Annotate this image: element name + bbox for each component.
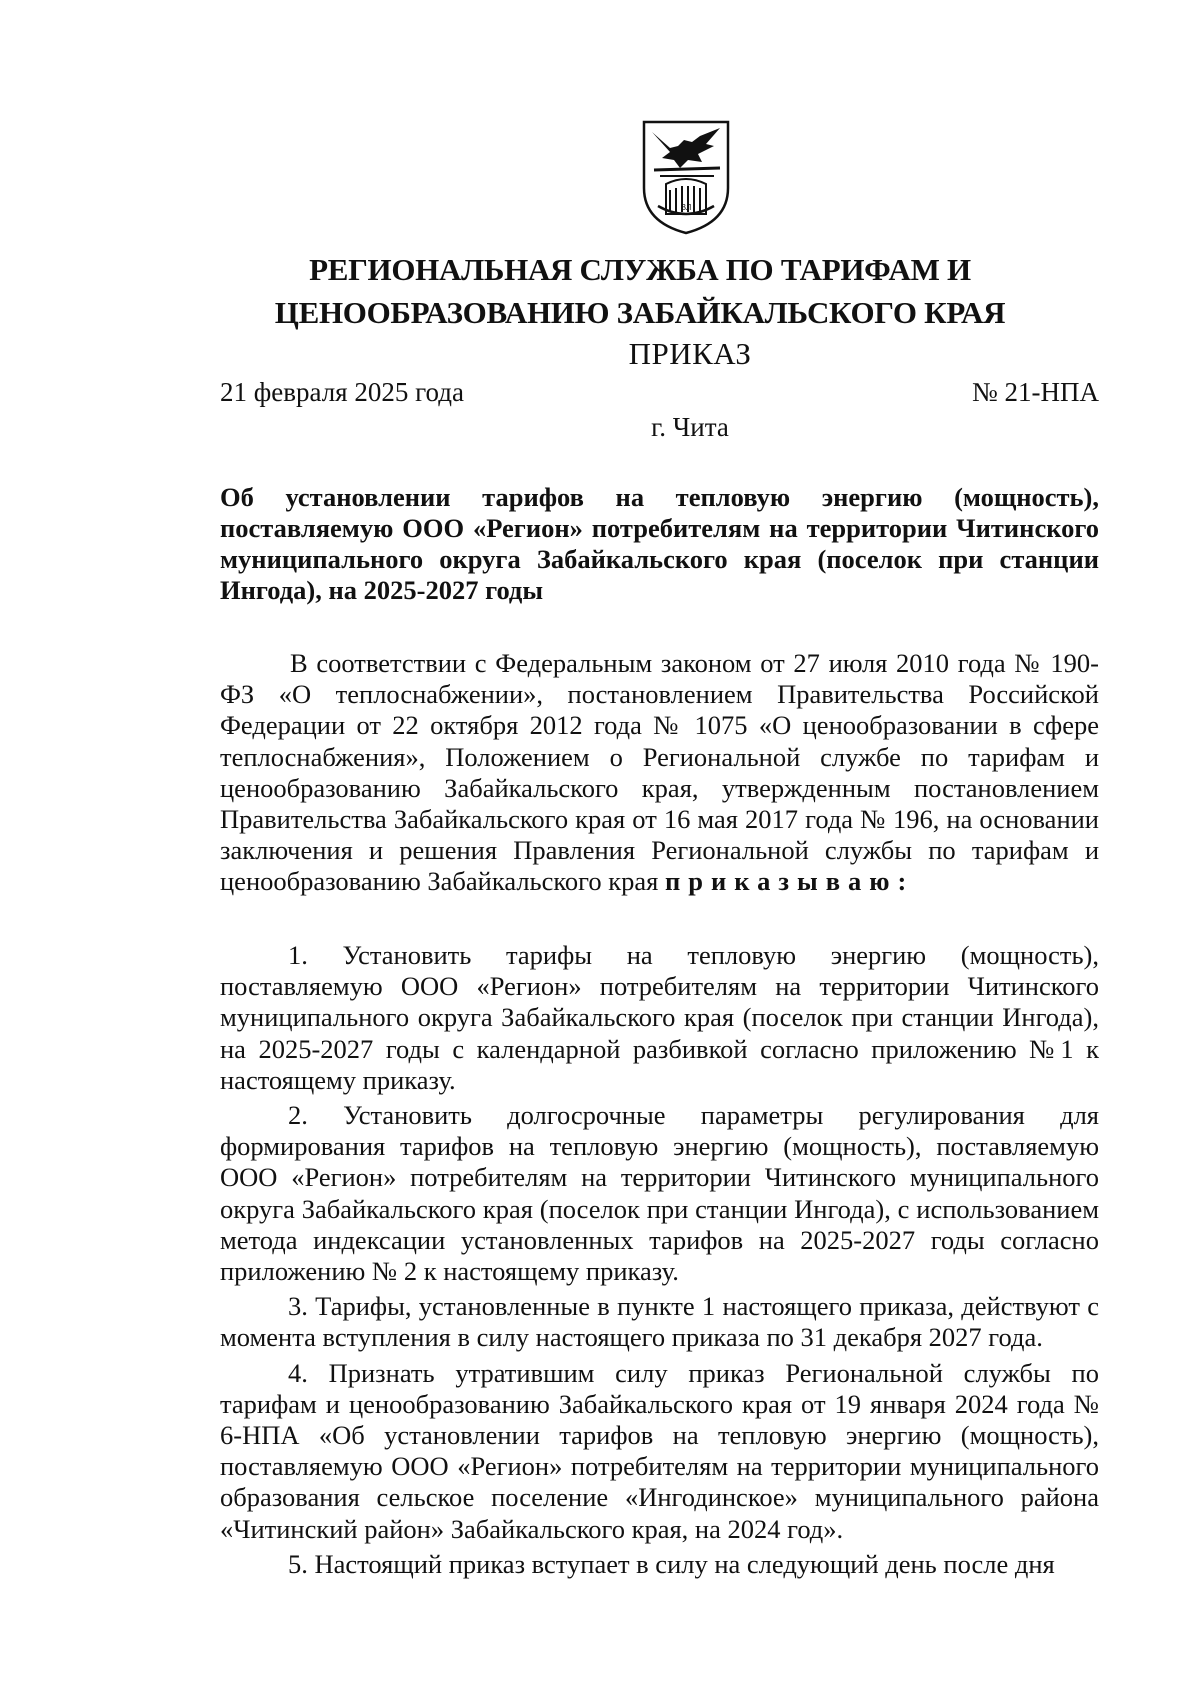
document-city: г. Чита bbox=[651, 412, 729, 442]
organization-title-line-1: РЕГИОНАЛЬНАЯ СЛУЖБА ПО ТАРИФАМ И bbox=[309, 252, 971, 287]
subject-line-1: Об установлении тарифов на тепловую энергию (мощность), bbox=[220, 482, 1099, 512]
preamble-text: В соответствии с Федеральным законом от 27 июля 2010 года № 190-ФЗ «О теплоснабжении», постановлением Правительства Российской Федерации от 22 октября 2012 года № 1075 «О ценообразовании в сфере теплоснабжения», Положением о Региональной службе по тарифам и ценообразованию Забайкальского края, утвержденным постановлением Правительства Забайкальского края от 16 мая 2017 года № 196, на основании заключения и решения Правления Региональной службы по тарифам и ценообразованию Забайкальского края bbox=[220, 648, 1099, 897]
subject-line-4: Ингода), на 2025-2027 годы bbox=[220, 575, 544, 605]
coat-of-arms-icon bbox=[640, 118, 732, 236]
order-item-1: 1. Установить тарифы на тепловую энергию (мощность), поставляемую ООО «Регион» потребителям на территории Читинского муниципального округа Забайкальского края (поселок при станции Ингода), на 2025-2027 годы с календарной разбивкой согласно приложению №1 к настоящему приказу. bbox=[220, 940, 1099, 1095]
document-number: № 21-НПА bbox=[972, 377, 1099, 407]
document-type: ПРИКАЗ bbox=[628, 336, 752, 371]
order-item-4: 4. Признать утратившим силу приказ Региональной службы по тарифам и ценообразованию Забайкальского края от 19 января 2024 года № 6-НПА «Об установлении тарифов на тепловую энергию (мощность), поставляемую ООО «Регион» потребителям на территории муниципального образования сельское поселение «Ингодинское» муниципального района «Читинский район» Забайкальского края, на 2024 год». bbox=[220, 1357, 1099, 1544]
document-date: 21 февраля 2025 года bbox=[220, 377, 464, 407]
order-item-3: 3. Тарифы, установленные в пункте 1 настоящего приказа, действуют с момента вступления в силу настоящего приказа по 31 декабря 2027 года. bbox=[220, 1291, 1099, 1353]
coat-of-arms-icon bbox=[640, 118, 732, 236]
subject-line-2: поставляемую ООО «Регион» потребителям на территории Читинского bbox=[220, 513, 1099, 543]
decree-word: приказываю: bbox=[664, 866, 915, 897]
subject-line-3: муниципального округа Забайкальского края (поселок при станции bbox=[220, 544, 1099, 574]
preamble bbox=[220, 648, 1099, 898]
order-item-5: 5. Настоящий приказ вступает в силу на следующий день после дня bbox=[288, 1548, 1055, 1579]
order-item-2: 2. Установить долгосрочные параметры регулирования для формирования тарифов на тепловую энергию (мощность), поставляемую ООО «Регион» потребителям на территории Читинского муниципального округа Забайкальского края (поселок при станции Ингода), с использованием метода индексации установленных тарифов на 2025-2027 годы согласно приложению № 2 к настоящему приказу. bbox=[220, 1100, 1099, 1287]
preamble-paragraph bbox=[220, 648, 1099, 898]
emblem-caption: ВЛ bbox=[680, 203, 692, 212]
document-subject bbox=[220, 482, 1099, 606]
organization-title bbox=[220, 248, 1060, 334]
organization-title-line-2: ЦЕНООБРАЗОВАНИЮ ЗАБАЙКАЛЬСКОГО КРАЯ bbox=[274, 295, 1006, 330]
order-items bbox=[220, 940, 1099, 1584]
